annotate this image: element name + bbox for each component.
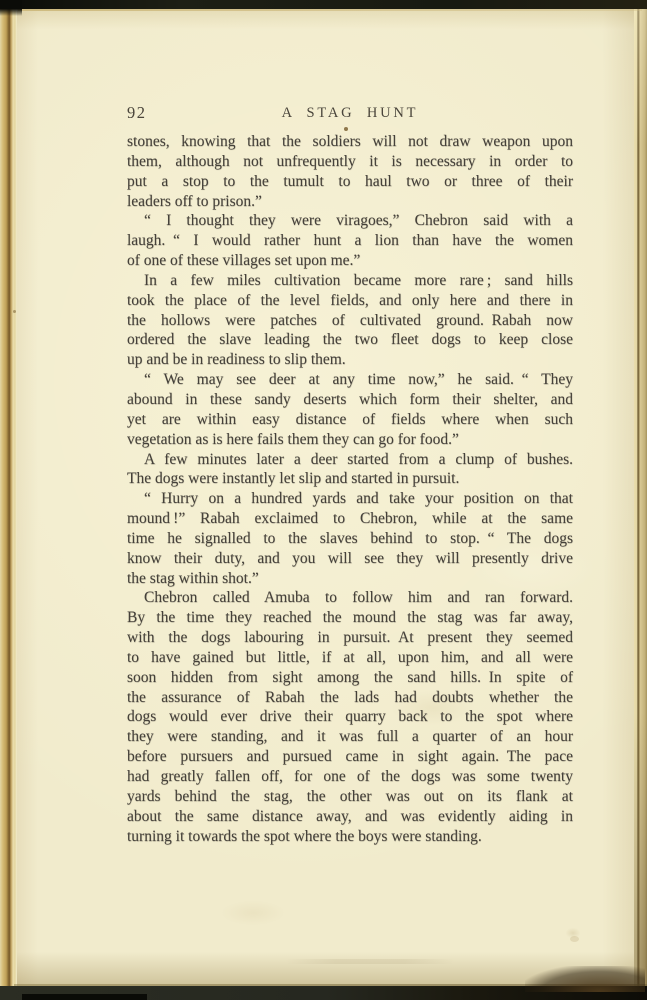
foxing-speck bbox=[344, 127, 348, 131]
text-line: yards behind the stag, the other was out on its flank at bbox=[127, 787, 573, 805]
text-line: the stag within shot.” bbox=[127, 569, 259, 587]
cover-bottom-left-corner bbox=[22, 994, 147, 1000]
text-line: know their duty, and you will see they will presently drive bbox=[127, 549, 573, 567]
text-line: they were standing, and it was full a quarter of an hour bbox=[127, 728, 573, 746]
text-line: had greatly fallen off, for one of the dogs was some twenty bbox=[127, 768, 573, 785]
text-line: mound !” Rabah exclaimed to Chebron, while at the same bbox=[127, 510, 573, 528]
text-line: the assurance of Rabah the lads had doubts whether the bbox=[127, 688, 573, 706]
text-line: In a few miles cultivation became more rare ; sand hills bbox=[144, 271, 573, 289]
text-line: vegetation as is here fails them they can go for food.” bbox=[127, 430, 459, 448]
text-line: soon hidden from sight among the sand hills. In spite of bbox=[127, 668, 573, 686]
running-header: A STAG HUNT bbox=[281, 105, 419, 121]
text-line: up and be in readiness to slip them. bbox=[127, 351, 346, 369]
text-line: with the dogs labouring in pursuit. At present they seemed bbox=[127, 629, 573, 647]
text-line: “ I thought they were viragoes,” Chebron said with a bbox=[144, 212, 573, 230]
spine-top-corner bbox=[0, 0, 22, 16]
text-block bbox=[127, 132, 573, 846]
text-line: abound in these sandy deserts which form their shelter, and bbox=[127, 390, 573, 408]
text-line: time he signalled to the slaves behind to stop. “ The dogs bbox=[127, 529, 573, 547]
text-line: put a stop to the tumult to haul two or three of their bbox=[127, 172, 573, 190]
text-line: of one of these villages set upon me.” bbox=[127, 252, 361, 270]
page-header bbox=[127, 103, 573, 125]
text-line: to have gained but little, if at all, upon him, and all were bbox=[127, 648, 573, 666]
scan-smudge bbox=[285, 959, 455, 964]
text-line: “ We may see deer at any time now,” he said. “ They bbox=[144, 371, 573, 389]
cover-bottom-right-corner bbox=[525, 966, 645, 992]
book-cover-top-edge bbox=[0, 0, 647, 9]
text-line: before pursuers and pursued came in sight again. The pace bbox=[127, 748, 573, 766]
page-top-edge-highlight bbox=[18, 9, 642, 11]
text-line: ordered the slave leading the two fleet dogs to keep close bbox=[127, 331, 573, 349]
text-line: A few minutes later a deer started from a clump of bushes. bbox=[144, 450, 573, 468]
text-line: leaders off to prison.” bbox=[127, 192, 262, 210]
text-line: yet are within easy distance of fields where when such bbox=[127, 410, 573, 428]
text-line: stones, knowing that the soldiers will not draw weapon upon bbox=[127, 133, 573, 150]
page-number: 92 bbox=[127, 103, 147, 122]
text-line: dogs would ever drive their quarry back to the spot where bbox=[127, 708, 573, 726]
text-line: them, although not unfrequently it is necessary in order to bbox=[127, 152, 573, 170]
text-line: turning it towards the spot where the boys were standing. bbox=[127, 827, 482, 845]
text-line: took the place of the level fields, and only here and there in bbox=[127, 291, 573, 309]
text-line: “ Hurry on a hundred yards and take your position on that bbox=[144, 490, 573, 508]
foxing-speck bbox=[570, 936, 579, 942]
fore-edge-pages bbox=[634, 9, 647, 986]
book-page bbox=[13, 8, 640, 986]
text-line: The dogs were instantly let slip and started in pursuit. bbox=[127, 470, 460, 488]
text-line: Chebron called Amuba to follow him and ran forward. bbox=[144, 589, 573, 607]
foxing-speck bbox=[13, 310, 16, 313]
binding-gutter bbox=[0, 8, 17, 986]
text-line: the hollows were patches of cultivated ground. Rabah now bbox=[127, 311, 573, 329]
text-line: By the time they reached the mound the stag was far away, bbox=[127, 609, 573, 627]
text-line: about the same distance away, and was evidently aiding in bbox=[127, 807, 573, 825]
text-line: laugh. “ I would rather hunt a lion than have the women bbox=[127, 232, 573, 250]
